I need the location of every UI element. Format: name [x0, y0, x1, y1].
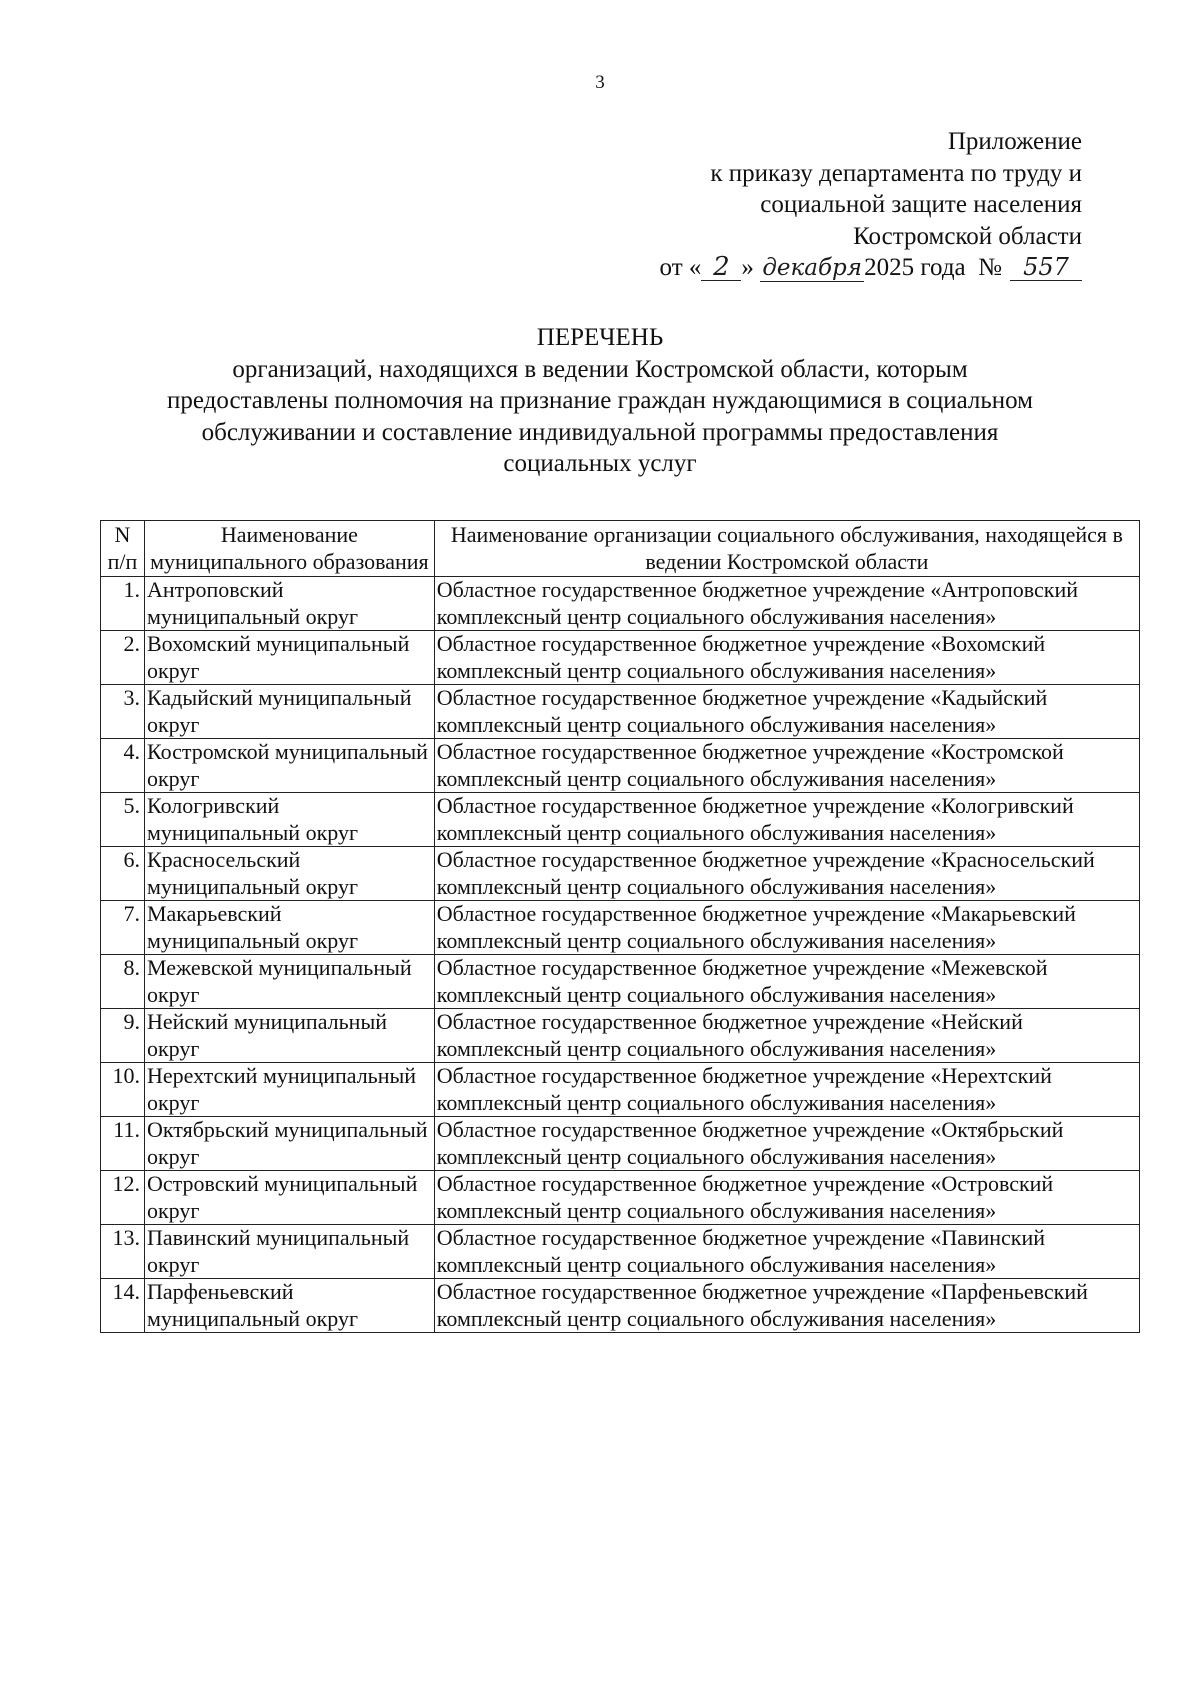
organizations-table	[100, 520, 1140, 1333]
organization-name: Областное государственное бюджетное учреждение «Костромской комплексный центр социального обслуживания населения»	[434, 739, 1139, 793]
document-subtitle-line: обслуживании и составление индивидуальной программы предоставления	[201, 418, 999, 446]
number-sign: №	[978, 254, 1002, 281]
municipality-name: Антроповский муниципальный округ	[144, 577, 434, 631]
row-number: 10.	[101, 1063, 145, 1117]
order-from-label: от «	[659, 254, 702, 281]
header-number: N п/п	[101, 521, 145, 577]
document-title-block	[100, 322, 1100, 480]
municipality-name: Нейский муниципальный округ	[144, 1009, 434, 1063]
table-row	[101, 1225, 1140, 1279]
table-row	[101, 847, 1140, 901]
table-row	[101, 739, 1140, 793]
table-row	[101, 631, 1140, 685]
row-number: 11.	[101, 1117, 145, 1171]
row-number: 14.	[101, 1279, 145, 1333]
row-number: 2.	[101, 631, 145, 685]
document-subtitle-line: социальных услуг	[503, 450, 697, 477]
header-municipality: Наименование муниципального образования	[144, 521, 434, 577]
document-subtitle-line: предоставлены полномочия на признание граждан нуждающимися в социальном	[166, 387, 1033, 414]
appendix-line: Костромской области	[853, 222, 1082, 250]
row-number: 3.	[101, 685, 145, 739]
table-row	[101, 685, 1140, 739]
table-row	[101, 955, 1140, 1009]
table-row	[101, 577, 1140, 631]
municipality-name: Костромской муниципальный округ	[144, 739, 434, 793]
municipality-name: Октябрьский муниципальный округ	[144, 1117, 434, 1171]
order-month-handwritten: декабря	[760, 255, 864, 282]
header-organization: Наименование организации социального обслуживания, находящейся в ведении Костромской области	[434, 521, 1139, 577]
row-number: 9.	[101, 1009, 145, 1063]
appendix-line: социальной защите населения	[760, 191, 1082, 218]
appendix-line: к приказу департамента по труду и	[710, 159, 1082, 187]
table-row	[101, 1279, 1140, 1333]
organization-name: Областное государственное бюджетное учреждение «Октябрьский комплексный центр социального обслуживания населения»	[434, 1117, 1139, 1171]
organization-name: Областное государственное бюджетное учреждение «Межевской комплексный центр социального обслуживания населения»	[434, 955, 1139, 1009]
appendix-block	[660, 126, 1082, 284]
row-number: 7.	[101, 901, 145, 955]
table-row	[101, 1171, 1140, 1225]
organization-name: Областное государственное бюджетное учреждение «Нейский комплексный центр социального обслуживания населения»	[434, 1009, 1139, 1063]
municipality-name: Кологривский муниципальный округ	[144, 793, 434, 847]
municipality-name: Парфеньевский муниципальный округ	[144, 1279, 434, 1333]
organization-name: Областное государственное бюджетное учреждение «Красносельский комплексный центр социального обслуживания населения»	[434, 847, 1139, 901]
table-body	[101, 577, 1140, 1333]
table-header-row	[101, 521, 1140, 577]
municipality-name: Кадыйский муниципальный округ	[144, 685, 434, 739]
row-number: 12.	[101, 1171, 145, 1225]
organization-name: Областное государственное бюджетное учреждение «Островский комплексный центр социального обслуживания населения»	[434, 1171, 1139, 1225]
page-number: 3	[595, 72, 605, 93]
table-row	[101, 1009, 1140, 1063]
order-year: 2025 года	[864, 254, 966, 281]
row-number: 5.	[101, 793, 145, 847]
row-number: 4.	[101, 739, 145, 793]
document-subtitle-line: организаций, находящихся в ведении Костромской области, которым	[232, 355, 968, 383]
row-number: 1.	[101, 577, 145, 631]
order-day-handwritten: 2	[701, 254, 741, 281]
organization-name: Областное государственное бюджетное учреждение «Нерехтский комплексный центр социального обслуживания населения»	[434, 1063, 1139, 1117]
organization-name: Областное государственное бюджетное учреждение «Павинский комплексный центр социального обслуживания населения»	[434, 1225, 1139, 1279]
table-row	[101, 901, 1140, 955]
municipality-name: Павинский муниципальный округ	[144, 1225, 434, 1279]
organization-name: Областное государственное бюджетное учреждение «Макарьевский комплексный центр социального обслуживания населения»	[434, 901, 1139, 955]
document-heading: ПЕРЕЧЕНЬ	[536, 324, 664, 351]
organization-name: Областное государственное бюджетное учреждение «Кадыйский комплексный центр социального обслуживания населения»	[434, 685, 1139, 739]
municipality-name: Островский муниципальный округ	[144, 1171, 434, 1225]
municipality-name: Межевской муниципальный округ	[144, 955, 434, 1009]
appendix-title: Приложение	[947, 128, 1082, 155]
organization-name: Областное государственное бюджетное учреждение «Парфеньевский комплексный центр социального обслуживания населения»	[434, 1279, 1139, 1333]
organization-name: Областное государственное бюджетное учреждение «Вохомский комплексный центр социального обслуживания населения»	[434, 631, 1139, 685]
row-number: 8.	[101, 955, 145, 1009]
municipality-name: Макарьевский муниципальный округ	[144, 901, 434, 955]
municipality-name: Вохомский муниципальный округ	[144, 631, 434, 685]
order-date-line	[660, 252, 1082, 284]
organization-name: Областное государственное бюджетное учреждение «Кологривский комплексный центр социального обслуживания населения»	[434, 793, 1139, 847]
table-row	[101, 1117, 1140, 1171]
order-number-handwritten: 557	[1010, 254, 1082, 281]
table-row	[101, 793, 1140, 847]
row-number: 13.	[101, 1225, 145, 1279]
row-number: 6.	[101, 847, 145, 901]
organization-name: Областное государственное бюджетное учреждение «Антроповский комплексный центр социального обслуживания населения»	[434, 577, 1139, 631]
order-day-close: »	[741, 254, 754, 281]
municipality-name: Красносельский муниципальный округ	[144, 847, 434, 901]
municipality-name: Нерехтский муниципальный округ	[144, 1063, 434, 1117]
table-row	[101, 1063, 1140, 1117]
